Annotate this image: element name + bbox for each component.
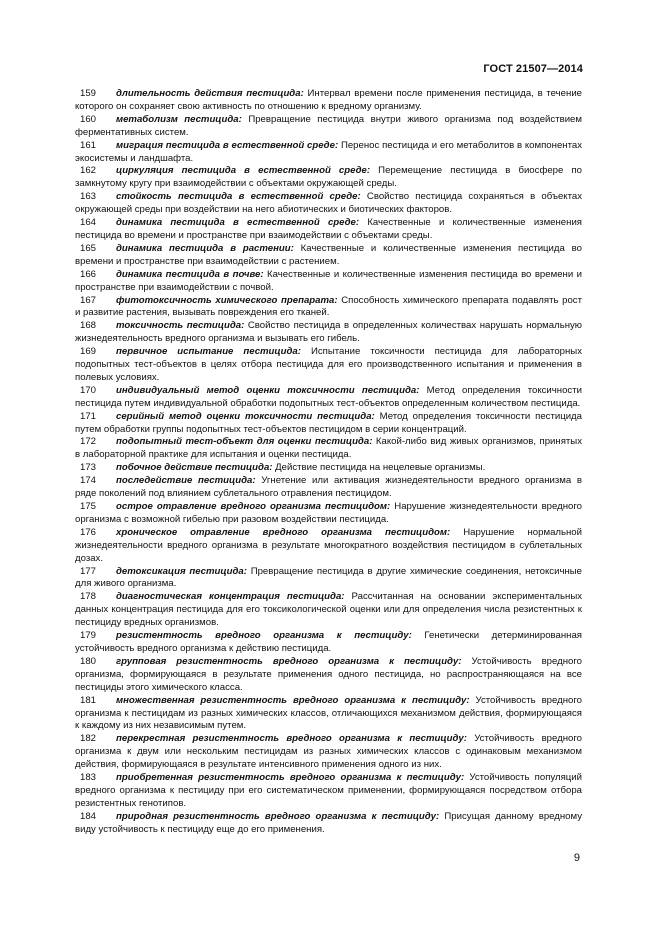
term-number: 180 bbox=[80, 655, 97, 667]
term-number: 177 bbox=[80, 565, 97, 577]
term-definition: Качественные и количественные изменения пестицида во времени и пространстве при взаимодействии с почвой. bbox=[75, 268, 582, 293]
term-definition: Интервал времени после применения пестицида, в течение которого он сохраняет свою активность по отношению к вредному организму. bbox=[75, 88, 583, 112]
term-name: индивидуальный метод оценки токсичности пестицида: bbox=[116, 384, 420, 396]
term-definition: Устойчивость вредного организма, формирующаяся в результате применения одного пестицида, но распространяющаяся на все пестициды этого химического класса. bbox=[75, 655, 582, 693]
term-definition: Превращение пестицида внутри живого организма под воздействием ферментативных систем. bbox=[75, 113, 582, 138]
term-number: 181 bbox=[80, 694, 97, 706]
term-entry bbox=[75, 501, 582, 527]
term-number: 171 bbox=[80, 410, 97, 422]
term-number: 173 bbox=[80, 462, 97, 474]
term-number: 170 bbox=[80, 384, 97, 396]
term-number: 174 bbox=[80, 475, 97, 487]
term-entry bbox=[75, 566, 582, 592]
term-number: 159 bbox=[80, 88, 97, 99]
term-entry bbox=[75, 217, 582, 243]
term-name: побочное действие пестицида: bbox=[116, 462, 273, 474]
term-entry bbox=[75, 385, 582, 411]
term-name: приобретенная резистентность вредного организма к пестициду: bbox=[116, 772, 465, 784]
term-definition: Устойчивость популяций вредного организма к пестициду при его систематическом применении, формирующаяся посредством отбора резистентных генотипов. bbox=[75, 772, 583, 809]
term-definition: Угнетение или активация жизнедеятельности вредного организма в ряде поколений под влиянием сублетального отравления пестицидом. bbox=[75, 475, 582, 500]
term-definition: Испытание токсичности пестицида для лабораторных подопытных тест-объектов в целях отбора пестицида для его производственного испытания и применения в полевых условиях. bbox=[75, 346, 582, 383]
term-name: стойкость пестицида в естественной среде: bbox=[116, 191, 361, 203]
term-number: 184 bbox=[80, 810, 97, 822]
term-number: 167 bbox=[80, 294, 97, 306]
term-definition: Качественные и количественные изменения пестицида во времени и пространстве при взаимодействии с объектами среды. bbox=[75, 217, 582, 241]
term-definition: Свойство пестицида в определенных количествах нарушать нормальную жизнедеятельность вредного организма и вызывать его гибель. bbox=[75, 320, 582, 345]
term-number: 162 bbox=[80, 165, 97, 177]
term-entry bbox=[75, 269, 582, 295]
term-entry bbox=[75, 436, 582, 462]
term-name: фитотоксичность химического препарата: bbox=[116, 294, 338, 306]
term-entry bbox=[75, 695, 582, 734]
term-name: миграция пестицида в естественной среде: bbox=[116, 139, 339, 151]
term-entry bbox=[75, 165, 582, 191]
term-definition: Устойчивость вредного организма к двум или нескольким пестицидам из разных химических классов с одинаковым механизмом действия, формирующаяся в результате интенсивного применения одного из них. bbox=[75, 733, 582, 771]
term-number: 183 bbox=[80, 772, 97, 784]
term-number: 179 bbox=[80, 630, 97, 642]
terms-list bbox=[75, 88, 582, 837]
term-number: 166 bbox=[80, 268, 97, 280]
term-number: 182 bbox=[80, 733, 97, 745]
term-definition: Генетически детерминированная устойчивость вредного организма к действию пестицида. bbox=[75, 630, 582, 654]
term-definition: Нарушение нормальной жизнедеятельности вредного организма в результате многократного воздействия пестицидом в сублетальных дозах. bbox=[75, 526, 582, 564]
term-name: острое отравление вредного организма пестицидом: bbox=[116, 501, 391, 512]
term-entry bbox=[75, 243, 582, 269]
term-entry bbox=[75, 772, 582, 811]
term-definition: Рассчитанная на основании экспериментальных данных концентрация пестицида для его токсикологической оценки или для определения числа резистентных к пестициду вредных организмов. bbox=[75, 591, 583, 629]
term-entry bbox=[75, 88, 582, 114]
term-name: циркуляция пестицида в естественной среде: bbox=[116, 165, 371, 177]
term-name: первичное испытание пестицида: bbox=[116, 346, 301, 358]
term-number: 165 bbox=[80, 242, 97, 254]
term-entry bbox=[75, 140, 582, 166]
term-definition: Перенос пестицида и его метаболитов в компонентах экосистемы и ландшафта. bbox=[75, 139, 582, 164]
document-header bbox=[483, 63, 583, 75]
term-name: токсичность пестицида: bbox=[116, 320, 245, 332]
term-number: 164 bbox=[80, 217, 97, 229]
term-definition: Присущая данному вредному виду устойчивость к пестициду еще до его применения. bbox=[75, 810, 583, 835]
term-number: 178 bbox=[80, 591, 97, 603]
term-number: 161 bbox=[80, 139, 97, 151]
term-name: динамика пестицида в естественной среде: bbox=[116, 217, 360, 229]
term-number: 176 bbox=[80, 526, 97, 538]
term-entry bbox=[75, 320, 582, 346]
term-number: 175 bbox=[80, 501, 97, 512]
term-entry bbox=[75, 656, 582, 695]
term-definition: Метод определения токсичности пестицида путем индивидуальной обработки подопытных тест-объектов определенным количеством пестицида. bbox=[75, 384, 582, 409]
term-entry bbox=[75, 462, 582, 475]
term-entry bbox=[75, 630, 582, 656]
term-name: последействие пестицида: bbox=[116, 475, 256, 487]
term-name: диагностическая концентрация пестицида: bbox=[116, 591, 345, 603]
term-name: перекрестная резистентность вредного организма к пестициду: bbox=[116, 733, 467, 745]
term-entry bbox=[75, 346, 582, 385]
term-name: динамика пестицида в почве: bbox=[116, 268, 264, 280]
page-number: 9 bbox=[573, 852, 580, 864]
term-number: 172 bbox=[80, 436, 97, 448]
term-name: серийный метод оценки токсичности пестицида: bbox=[116, 410, 375, 422]
term-definition: Метод определения токсичности пестицида путем обработки группы подопытных тест-объектов пестицидом в серии концентраций. bbox=[75, 410, 582, 435]
term-entry bbox=[75, 475, 582, 501]
term-name: природная резистентность вредного организма к пестициду: bbox=[116, 810, 440, 822]
term-name: хроническое отравление вредного организма пестицидом: bbox=[116, 526, 451, 538]
term-entry bbox=[75, 411, 582, 437]
term-definition: Действие пестицида на нецелевые организмы. bbox=[275, 462, 486, 474]
term-entry bbox=[75, 295, 582, 321]
term-number: 168 bbox=[80, 320, 97, 332]
term-number: 163 bbox=[80, 191, 97, 203]
term-definition: Превращение пестицида в другие химические соединения, нетоксичные для живого организма. bbox=[75, 565, 582, 590]
term-definition: Перемещение пестицида в биосфере по замкнутому кругу при взаимодействии с объектами окружающей среды. bbox=[75, 165, 582, 190]
standard-code: ГОСТ 21507—2014 bbox=[483, 63, 583, 75]
term-name: множественная резистентность вредного организма к пестициду: bbox=[116, 694, 470, 706]
term-name: групповая резистентность вредного организма к пестициду: bbox=[116, 655, 462, 667]
term-entry bbox=[75, 114, 582, 140]
term-entry bbox=[75, 527, 582, 566]
term-name: детоксикация пестицида: bbox=[116, 565, 247, 577]
term-number: 160 bbox=[80, 113, 97, 125]
term-number: 169 bbox=[80, 346, 97, 358]
term-entry bbox=[75, 591, 582, 630]
term-definition: Какой-либо вид живых организмов, принятых в лабораторной практике для испытания и оценки пестицида. bbox=[75, 436, 582, 461]
term-name: подопытный тест-объект для оценки пестицида: bbox=[116, 436, 373, 448]
term-name: динамика пестицида в растении: bbox=[116, 242, 294, 254]
term-definition: Качественные и количественные изменения пестицида во времени и пространстве при взаимодействии с растением. bbox=[75, 242, 582, 267]
term-name: метаболизм пестицида: bbox=[116, 113, 242, 125]
term-entry bbox=[75, 811, 582, 837]
term-definition: Способность химического препарата подавлять рост и развитие растения, вызывать повреждения его тканей. bbox=[75, 294, 582, 319]
term-definition: Устойчивость вредного организма к пестицидам из разных химических классов, отличающихся механизмом действия, формирующаяся к каждому из них независимым путем. bbox=[75, 694, 582, 732]
term-name: длительность действия пестицида: bbox=[116, 88, 304, 99]
term-name: резистентность вредного организма к пестициду: bbox=[116, 630, 412, 642]
term-definition: Свойство пестицида сохраняться в объектах окружающей среды при воздействии на него абиотических и биотических факторов. bbox=[75, 191, 582, 216]
term-definition: Нарушение жизнедеятельности вредного организма с возможной гибелью при разовом воздействии пестицида. bbox=[75, 501, 583, 525]
term-entry bbox=[75, 191, 582, 217]
term-entry bbox=[75, 733, 582, 772]
